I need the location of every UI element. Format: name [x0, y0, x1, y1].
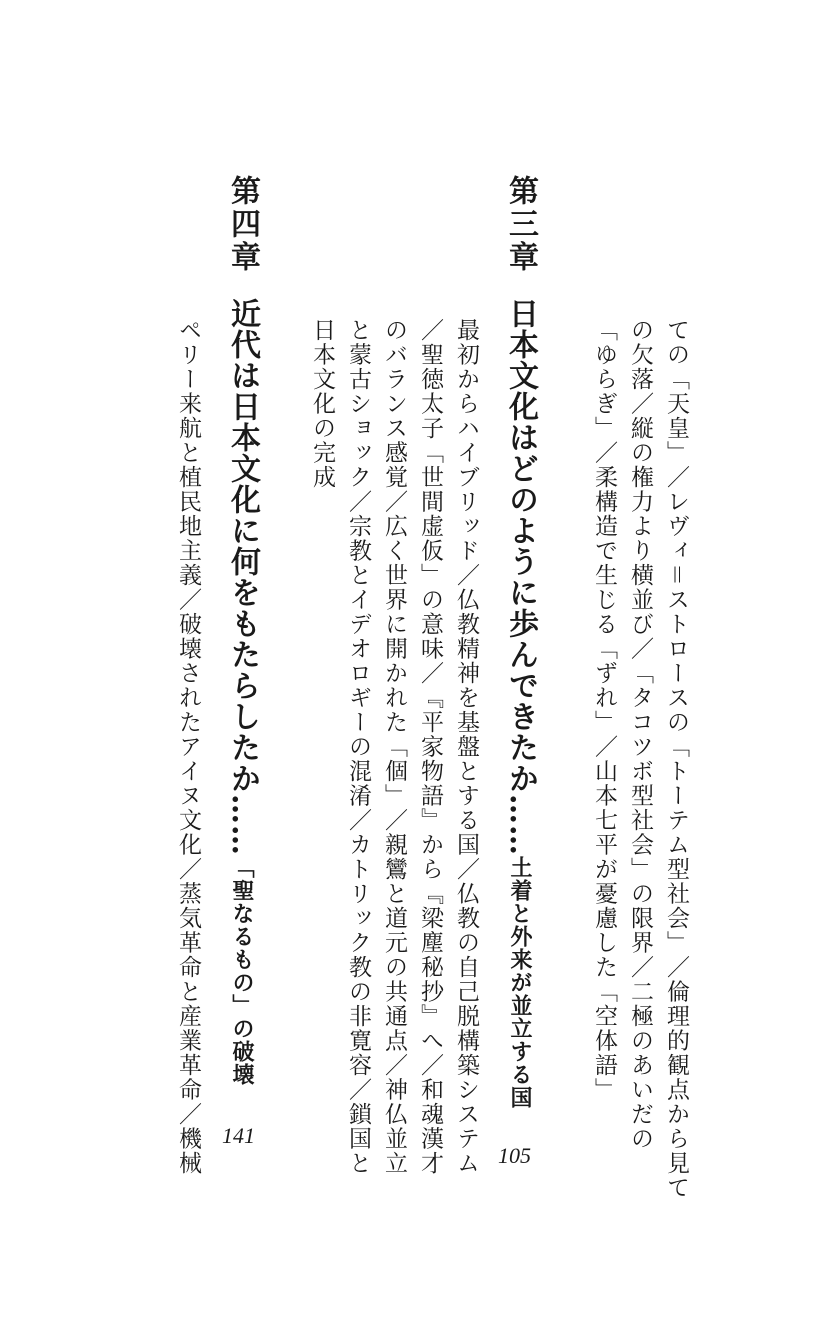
chapter3-heading: 第三章 [503, 175, 538, 274]
chapter3-line-1: 最初からハイブリッド／仏教精神を基盤とする国／仏教の自己脱構築システム [453, 318, 479, 1176]
chapter4-line-1: ペリー来航と植民地主義／破壊されたアイヌ文化／蒸気革命と産業革命／機械 [175, 318, 201, 1176]
chapter3-page-number: 105 [498, 1143, 531, 1168]
chapter4-title-sub: 「聖なるもの」の破壊 [229, 856, 255, 1086]
chapter4-heading: 第四章 [225, 175, 260, 274]
chapter3-title [503, 298, 538, 1109]
chapter3-line-3: のバランス感覚／広く世界に開かれた「個」／親鸞と道元の共通点／神仏並立 [381, 318, 407, 1176]
chapter3-title-sub: 土着と外来が並立する国 [507, 856, 533, 1109]
toc-line-continued-3: 「ゆらぎ」／柔構造で生じる「ずれ」／山本七平が憂慮した「空体語」 [591, 318, 617, 1102]
chapter3-title-main: 日本文化はどのように歩んできたか…… [503, 298, 538, 856]
chapter4-title [225, 298, 260, 1086]
chapter3-line-5: 日本文化の完成 [309, 318, 335, 490]
toc-line-continued-2: の欠落／縦の権力より横並び／「タコツボ型社会」の限界／二極のあいだの [627, 318, 653, 1151]
toc-line-continued-1: ての「天皇」／レヴィ＝ストロースの「トーテム型社会」／倫理的観点から見て [663, 318, 689, 1200]
chapter4-title-main: 近代は日本文化に何をもたらしたか…… [225, 298, 260, 856]
chapter4-page-number: 141 [222, 1123, 255, 1148]
chapter3-line-4: と蒙古ショック／宗教とイデオロギーの混淆／カトリック教の非寛容／鎖国と [345, 318, 371, 1176]
chapter3-line-2: ／聖徳太子「世間虚仮」の意味／『平家物語』から『梁塵秘抄』へ／和魂漢才 [417, 318, 443, 1176]
